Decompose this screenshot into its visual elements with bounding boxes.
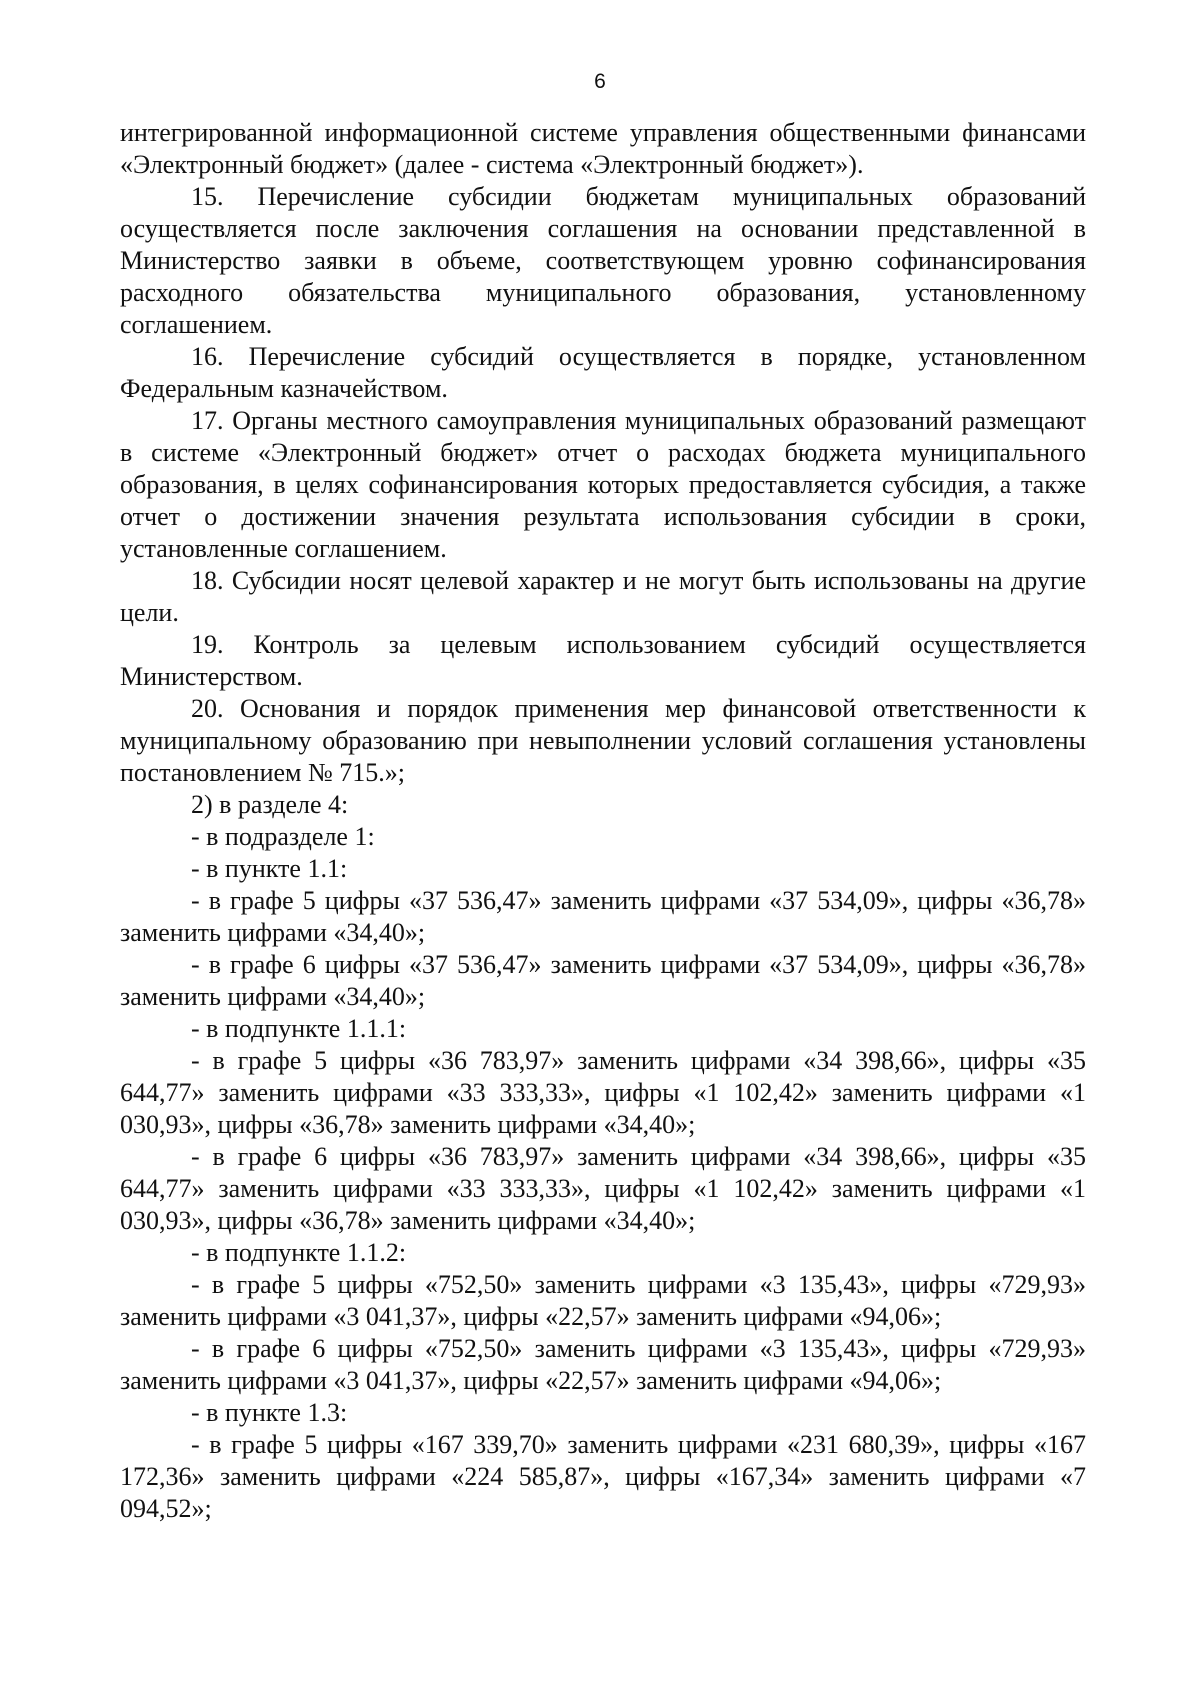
paragraph-subsection-1: - в подразделе 1: (191, 822, 375, 851)
paragraph-1-1-column-5: - в графе 5 цифры «37 536,47» заменить цифрами «37 534,09», цифры «36,78» заменить цифрами «34,40»; (120, 886, 1086, 947)
paragraph-subpoint-1-1-1: - в подпункте 1.1.1: (191, 1014, 407, 1043)
document-body (120, 117, 1086, 1525)
paragraph-1-1-1-column-5: - в графе 5 цифры «36 783,97» заменить цифрами «34 398,66», цифры «35 644,77» заменить цифрами «33 333,33», цифры «1 102,42» заменить цифрами «1 030,93», цифры «36,78» заменить цифрами «34,40»; (120, 1046, 1086, 1139)
paragraph-1-1-1-column-6: - в графе 6 цифры «36 783,97» заменить цифрами «34 398,66», цифры «35 644,77» заменить цифрами «33 333,33», цифры «1 102,42» заменить цифрами «1 030,93», цифры «36,78» заменить цифрами «34,40»; (120, 1142, 1086, 1235)
paragraph-1-3-column-5: - в графе 5 цифры «167 339,70» заменить цифрами «231 680,39», цифры «167 172,36» заменить цифрами «224 585,87», цифры «167,34» заменить цифрами «7 094,52»; (120, 1430, 1086, 1523)
paragraph-point-1-1: - в пункте 1.1: (191, 854, 348, 883)
paragraph-point-1-3: - в пункте 1.3: (191, 1398, 348, 1427)
paragraph-1-1-column-6: - в графе 6 цифры «37 536,47» заменить цифрами «37 534,09», цифры «36,78» заменить цифрами «34,40»; (120, 950, 1086, 1011)
paragraph-continuation: интегрированной информационной системе управления общественными финансами «Электронный бюджет» (далее - система «Электронный бюджет»). (120, 118, 1086, 179)
paragraph-item-16: 16. Перечисление субсидий осуществляется в порядке, установленном Федеральным казначейством. (120, 342, 1086, 403)
paragraph-item-18: 18. Субсидии носят целевой характер и не могут быть использованы на другие цели. (120, 566, 1086, 627)
paragraph-item-20: 20. Основания и порядок применения мер финансовой ответственности к муниципальному образованию при невыполнении условий соглашения установлены постановлением № 715.»; (120, 694, 1086, 787)
paragraph-1-1-2-column-5: - в графе 5 цифры «752,50» заменить цифрами «3 135,43», цифры «729,93» заменить цифрами «3 041,37», цифры «22,57» заменить цифрами «94,06»; (120, 1270, 1086, 1331)
page-number: 6 (594, 70, 606, 93)
paragraph-1-1-2-column-6: - в графе 6 цифры «752,50» заменить цифрами «3 135,43», цифры «729,93» заменить цифрами «3 041,37», цифры «22,57» заменить цифрами «94,06»; (120, 1334, 1086, 1395)
paragraph-item-15: 15. Перечисление субсидии бюджетам муниципальных образований осуществляется после заключения соглашения на основании представленной в Министерство заявки в объеме, соответствующем уровню софинансирования расходного обязательства муниципального образования, установленному соглашением. (120, 182, 1086, 339)
paragraph-item-19: 19. Контроль за целевым использованием субсидий осуществляется Министерством. (120, 630, 1086, 691)
paragraph-section-4: 2) в разделе 4: (191, 790, 349, 819)
paragraph-subpoint-1-1-2: - в подпункте 1.1.2: (191, 1238, 407, 1267)
paragraph-item-17: 17. Органы местного самоуправления муниципальных образований размещают в системе «Электронный бюджет» отчет о расходах бюджета муниципального образования, в целях софинансирования которых предоставляется субсидия, а также отчет о достижении значения результата использования субсидии в сроки, установленные соглашением. (120, 406, 1086, 563)
